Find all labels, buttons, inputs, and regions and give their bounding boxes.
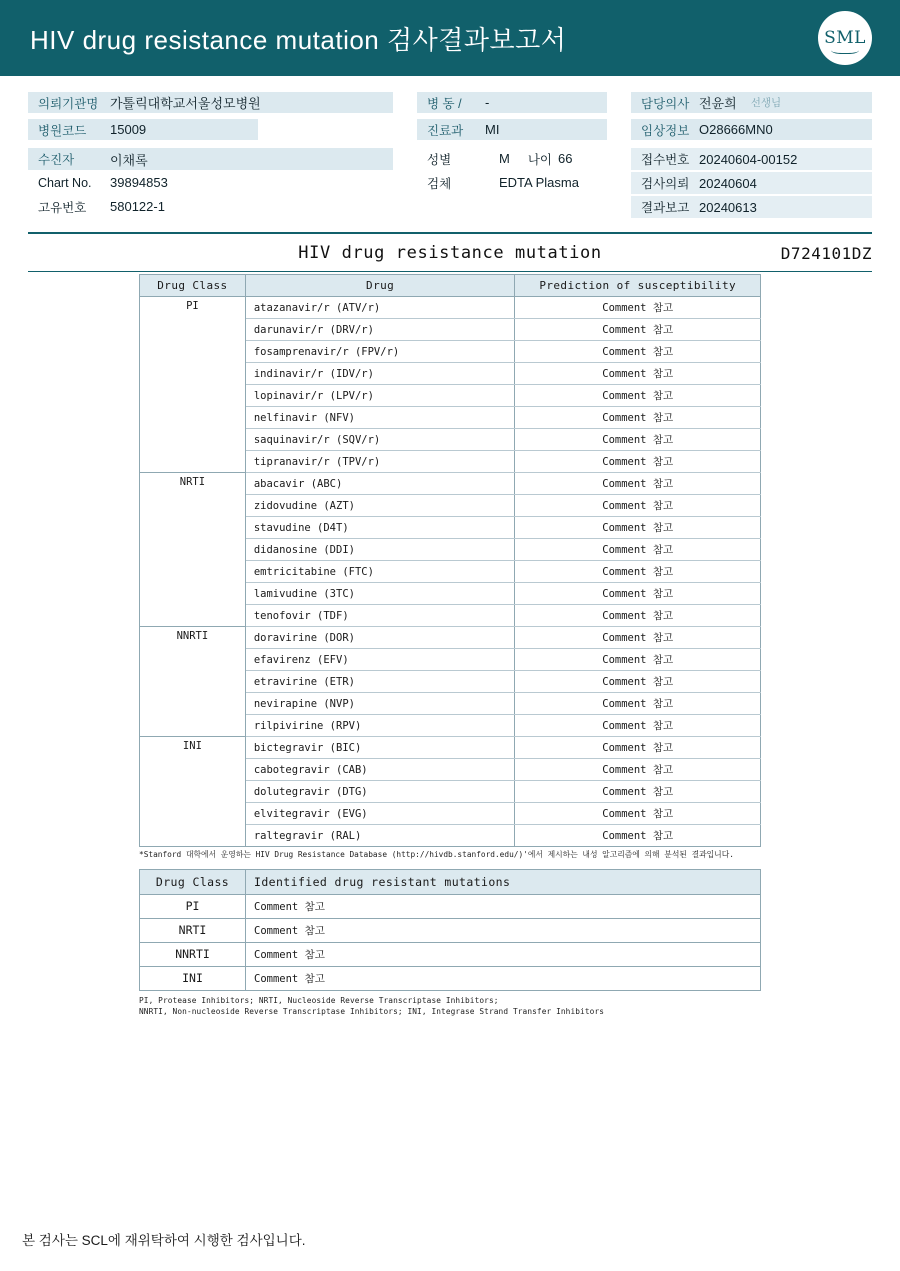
test-name: HIV drug resistance mutation bbox=[298, 243, 602, 263]
field-accession bbox=[631, 148, 872, 170]
field-organization bbox=[28, 92, 393, 113]
accession-label: 접수번호 bbox=[641, 153, 690, 167]
chart-value: 39894853 bbox=[110, 175, 168, 190]
report-value: 20240613 bbox=[699, 199, 757, 215]
doctor-label: 담당의사 bbox=[641, 96, 690, 111]
table-header-row bbox=[140, 275, 761, 297]
abbrev-line-2: NNRTI, Non-nucleoside Reverse Transcriptase Inhibitors; INI, Integrase Strand Transfer Inhibitors bbox=[139, 1006, 605, 1016]
stanford-footnote: *Stanford 대학에서 운영하는 HIV Drug Resistance Database (http://hivdb.stanford.edu/)'에서 제시하는 내성 알고리즘에 의해 분석된 결과입니다. bbox=[139, 850, 734, 859]
ward-value: - bbox=[485, 95, 490, 110]
cell-drug: tenofovir (TDF) bbox=[245, 605, 515, 627]
cell-drug: stavudine (D4T) bbox=[245, 517, 515, 539]
cell-drug: doravirine (DOR) bbox=[245, 627, 515, 649]
table-row bbox=[140, 737, 761, 759]
spacer-cell bbox=[417, 196, 607, 217]
cell-prediction: Comment 참고 bbox=[515, 363, 761, 385]
cell-prediction: Comment 참고 bbox=[515, 803, 761, 825]
mutations-row bbox=[140, 894, 761, 918]
cell-drug-class: NRTI bbox=[140, 473, 246, 627]
field-clinical-info bbox=[631, 119, 872, 140]
logo-swoosh-icon bbox=[831, 45, 859, 54]
sex-label: 성별 bbox=[427, 152, 452, 167]
result-table-wrap bbox=[28, 274, 872, 1017]
organization-value: 가톨릭대학교서울성모병원 bbox=[110, 96, 261, 111]
cell-drug: rilpivirine (RPV) bbox=[245, 715, 515, 737]
field-dept bbox=[417, 119, 607, 140]
ward-label: 병 동 / bbox=[427, 96, 462, 111]
id-value: 580122-1 bbox=[110, 199, 165, 214]
specimen-label: 검체 bbox=[427, 176, 452, 191]
mutations-header-row bbox=[140, 869, 761, 894]
field-sex-age bbox=[417, 148, 607, 169]
cell-mut-drug-class: NRTI bbox=[140, 918, 246, 942]
cell-drug: tipranavir/r (TPV/r) bbox=[245, 451, 515, 473]
cell-prediction: Comment 참고 bbox=[515, 825, 761, 847]
cell-drug-class: NNRTI bbox=[140, 627, 246, 737]
cell-prediction: Comment 참고 bbox=[515, 341, 761, 363]
cell-mut-value: Comment 참고 bbox=[246, 942, 761, 966]
cell-mut-drug-class: INI bbox=[140, 966, 246, 990]
cell-prediction: Comment 참고 bbox=[515, 539, 761, 561]
specimen-value: EDTA Plasma bbox=[499, 175, 579, 190]
organization-label: 의뢰기관명 bbox=[38, 96, 99, 111]
age-value: 66 bbox=[558, 151, 573, 166]
cell-drug: fosamprenavir/r (FPV/r) bbox=[245, 341, 515, 363]
doctor-value: 전윤희 bbox=[699, 96, 737, 111]
hospital-code-value: 15009 bbox=[110, 122, 147, 137]
mutations-row bbox=[140, 942, 761, 966]
cell-mut-drug-class: NNRTI bbox=[140, 942, 246, 966]
cell-prediction: Comment 참고 bbox=[515, 583, 761, 605]
cell-drug: atazanavir/r (ATV/r) bbox=[245, 297, 515, 319]
mutations-table bbox=[139, 869, 761, 991]
doctor-suffix: 선생님 bbox=[750, 97, 782, 109]
cell-mut-value: Comment 참고 bbox=[246, 966, 761, 990]
cell-prediction: Comment 참고 bbox=[515, 649, 761, 671]
request-value: 20240604 bbox=[699, 175, 757, 191]
cell-prediction: Comment 참고 bbox=[515, 385, 761, 407]
col-drug-class: Drug Class bbox=[140, 275, 246, 297]
cell-prediction: Comment 참고 bbox=[515, 781, 761, 803]
patient-info-block bbox=[28, 92, 872, 218]
cell-drug-class: INI bbox=[140, 737, 246, 847]
cell-drug: bictegravir (BIC) bbox=[245, 737, 515, 759]
cell-drug: lopinavir/r (LPV/r) bbox=[245, 385, 515, 407]
cell-prediction: Comment 참고 bbox=[515, 693, 761, 715]
cell-prediction: Comment 참고 bbox=[515, 319, 761, 341]
abbreviations bbox=[139, 995, 761, 1018]
cell-prediction: Comment 참고 bbox=[515, 737, 761, 759]
dept-value: MI bbox=[485, 122, 500, 137]
abbrev-line-1: PI, Protease Inhibitors; NRTI, Nucleoside Reverse Transcriptase Inhibitors; bbox=[139, 995, 499, 1005]
footer-note: 본 검사는 SCL에 재위탁하여 시행한 검사입니다. bbox=[22, 1233, 306, 1248]
cell-drug-class: PI bbox=[140, 297, 246, 473]
cell-prediction: Comment 참고 bbox=[515, 671, 761, 693]
clinical-label: 임상정보 bbox=[641, 123, 690, 138]
test-code: D724101DZ bbox=[780, 244, 872, 263]
report-label: 결과보고 bbox=[641, 201, 690, 215]
sex-value: M bbox=[499, 151, 510, 166]
hospital-code-label: 병원코드 bbox=[38, 123, 87, 138]
cell-drug: abacavir (ABC) bbox=[245, 473, 515, 495]
cell-drug: darunavir/r (DRV/r) bbox=[245, 319, 515, 341]
cell-prediction: Comment 참고 bbox=[515, 473, 761, 495]
table-row bbox=[140, 627, 761, 649]
col-identified-mutations: Identified drug resistant mutations bbox=[246, 869, 761, 894]
cell-drug: efavirenz (EFV) bbox=[245, 649, 515, 671]
cell-prediction: Comment 참고 bbox=[515, 605, 761, 627]
patient-name-value: 이채록 bbox=[110, 152, 148, 168]
page-header bbox=[0, 0, 900, 76]
field-request-date bbox=[631, 172, 872, 194]
cell-prediction: Comment 참고 bbox=[515, 759, 761, 781]
col-prediction: Prediction of susceptibility bbox=[515, 275, 761, 297]
clinical-value: O28666MN0 bbox=[699, 122, 773, 137]
cell-drug: emtricitabine (FTC) bbox=[245, 561, 515, 583]
dept-label: 진료과 bbox=[427, 123, 464, 138]
cell-drug: saquinavir/r (SQV/r) bbox=[245, 429, 515, 451]
id-label: 고유번호 bbox=[38, 200, 87, 215]
cell-drug: nelfinavir (NFV) bbox=[245, 407, 515, 429]
section-divider-bottom bbox=[28, 271, 872, 272]
field-report-date bbox=[631, 196, 872, 218]
test-title-row bbox=[28, 234, 872, 271]
request-label: 검사의뢰 bbox=[641, 177, 690, 191]
mutations-row bbox=[140, 966, 761, 990]
field-specimen bbox=[417, 172, 607, 193]
cell-prediction: Comment 참고 bbox=[515, 429, 761, 451]
cell-drug: raltegravir (RAL) bbox=[245, 825, 515, 847]
age-label: 나이 bbox=[527, 152, 552, 167]
cell-drug: indinavir/r (IDV/r) bbox=[245, 363, 515, 385]
cell-drug: cabotegravir (CAB) bbox=[245, 759, 515, 781]
cell-drug: didanosine (DDI) bbox=[245, 539, 515, 561]
cell-prediction: Comment 참고 bbox=[515, 495, 761, 517]
field-ward bbox=[417, 92, 607, 113]
col-drug: Drug bbox=[245, 275, 515, 297]
cell-drug: etravirine (ETR) bbox=[245, 671, 515, 693]
cell-drug: elvitegravir (EVG) bbox=[245, 803, 515, 825]
mutations-row bbox=[140, 918, 761, 942]
cell-prediction: Comment 참고 bbox=[515, 451, 761, 473]
cell-mut-drug-class: PI bbox=[140, 894, 246, 918]
cell-prediction: Comment 참고 bbox=[515, 297, 761, 319]
field-hospital-code bbox=[28, 119, 258, 140]
cell-drug: lamivudine (3TC) bbox=[245, 583, 515, 605]
cell-prediction: Comment 참고 bbox=[515, 715, 761, 737]
cell-drug: zidovudine (AZT) bbox=[245, 495, 515, 517]
cell-drug: dolutegravir (DTG) bbox=[245, 781, 515, 803]
cell-mut-value: Comment 참고 bbox=[246, 918, 761, 942]
cell-prediction: Comment 참고 bbox=[515, 407, 761, 429]
susceptibility-table bbox=[139, 274, 761, 847]
sml-logo bbox=[818, 11, 872, 65]
cell-prediction: Comment 참고 bbox=[515, 517, 761, 539]
chart-label: Chart No. bbox=[38, 175, 92, 190]
patient-name-label: 수진자 bbox=[38, 153, 75, 167]
page-title: HIV drug resistance mutation 검사결과보고서 bbox=[30, 24, 567, 55]
field-chart-no bbox=[28, 172, 393, 193]
table-row bbox=[140, 473, 761, 495]
logo-text: SML bbox=[824, 28, 866, 48]
field-patient-name bbox=[28, 148, 393, 170]
cell-drug: nevirapine (NVP) bbox=[245, 693, 515, 715]
col-mut-drug-class: Drug Class bbox=[140, 869, 246, 894]
cell-prediction: Comment 참고 bbox=[515, 561, 761, 583]
cell-mut-value: Comment 참고 bbox=[246, 894, 761, 918]
accession-value: 20240604-00152 bbox=[699, 151, 798, 167]
patient-info-grid-lower bbox=[28, 148, 872, 218]
patient-info-grid bbox=[28, 92, 872, 140]
field-id-no bbox=[28, 196, 393, 217]
field-doctor bbox=[631, 92, 872, 113]
cell-prediction: Comment 참고 bbox=[515, 627, 761, 649]
table-row bbox=[140, 297, 761, 319]
